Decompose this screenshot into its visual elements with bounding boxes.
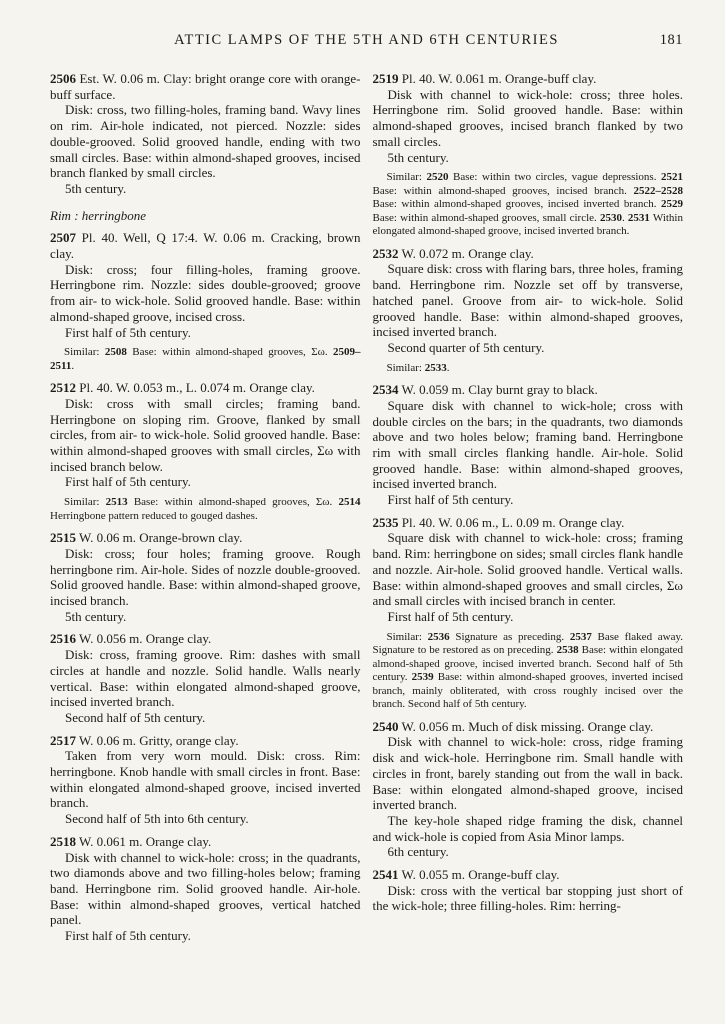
date-line: 5th century. bbox=[387, 149, 449, 165]
catalog-entry-head: 2512 Pl. 40. W. 0.053 m., L. 0.074 m. Orange clay. bbox=[50, 380, 315, 396]
page-number: 181 bbox=[659, 32, 683, 48]
page-title: ATTIC LAMPS OF THE 5TH AND 6TH CENTURIES bbox=[174, 32, 559, 48]
date-line: First half of 5th century. bbox=[65, 324, 191, 340]
catalog-paragraph: Disk with channel to wick-hole: cross, ridge framing disk and wick-hole. Herringbone rim. Small handle with circles in front, barely standing out from the wall in back. Base: within elongated almond-shaped groove, incised inverted branch. bbox=[372, 734, 683, 813]
date-line: First half of 5th century. bbox=[387, 492, 514, 508]
date-line: 5th century. bbox=[65, 608, 127, 624]
catalog-entry-head: 2519 Pl. 40. W. 0.061 m. Orange-buff clay. bbox=[372, 71, 597, 86]
date-line: Second half of 5th into 6th century. bbox=[65, 811, 249, 827]
catalog-paragraph: The key-hole shaped ridge framing the disk, channel and wick-hole is copied from Asia Minor lamps. bbox=[372, 812, 683, 844]
catalog-entry-head: 2534 W. 0.059 m. Clay burnt gray to black. bbox=[372, 382, 598, 398]
date-line: First half of 5th century. bbox=[65, 474, 191, 490]
catalog-paragraph: Disk: cross; four filling-holes, framing groove. Herringbone rim. Nozzle: sides double-grooved; groove from air- to wick-hole. Solid grooved handle. Base: within almond-shaped groove, incised cross. bbox=[50, 261, 361, 324]
catalog-paragraph: Square disk: cross with flaring bars, three holes, framing band. Herringbone rim. Nozzle set off by transverse, hatched panel. Groove from air- to wick-hole. Solid grooved handle. Base: within almond-shaped grooves, incised inverted branch. bbox=[372, 261, 683, 340]
date-line: 5th century. bbox=[65, 180, 127, 196]
catalog-entry-head: 2532 W. 0.072 m. Orange clay. bbox=[372, 245, 534, 261]
catalog-paragraph: Disk with channel to wick-hole: cross; in the quadrants, two diamonds above and two filling-holes below; framing band. Herringbone rim. Solid grooved handle. Air-hole. Base: within almond-shaped grooves, vertical hatched panel. bbox=[50, 849, 361, 928]
similar-note: Similar: 2508 Base: within almond-shaped grooves, Σω. 2509–2511. bbox=[50, 346, 361, 372]
catalog-paragraph: Disk: cross; four holes; framing groove. Rough herringbone rim. Air-hole. Sides of nozzle double-grooved. Solid grooved handle. Base: within almond-shaped groove, incised branch. bbox=[50, 545, 361, 608]
catalog-entry-head: 2516 W. 0.056 m. Orange clay. bbox=[50, 631, 212, 647]
catalog-paragraph: Square disk with channel to wick-hole: cross; framing band. Rim: herringbone on sides; small circles flank handle and nozzle. Air-hole. Solid grooved handle. Vertical walls. Base: within almond-shaped grooves and small circles, Σω and small circles with incised branch in center. bbox=[372, 530, 683, 609]
catalog-entry-head: 2515 W. 0.06 m. Orange-brown clay. bbox=[50, 530, 243, 546]
date-line: Second half of 5th century. bbox=[65, 709, 206, 725]
catalog-paragraph: Disk: cross with the vertical bar stopping just short of the wick-hole; three filling-holes. Rim: herring- bbox=[372, 882, 683, 914]
catalog-paragraph: Taken from very worn mould. Disk: cross. Rim: herringbone. Knob handle with small circles in front. Base: within elongated almond-shaped groove, incised inverted branch. bbox=[50, 748, 361, 811]
catalog-entry-head: 2541 W. 0.055 m. Orange-buff clay. bbox=[372, 867, 560, 883]
date-line: Second quarter of 5th century. bbox=[387, 339, 545, 355]
running-head bbox=[50, 32, 683, 49]
text-columns bbox=[50, 71, 683, 944]
catalog-entry-head: 2535 Pl. 40. W. 0.06 m., L. 0.09 m. Orange clay. bbox=[372, 514, 625, 530]
left-column bbox=[50, 71, 361, 944]
catalog-entry-head: 2507 Pl. 40. Well, Q 17:4. W. 0.06 m. Cracking, brown clay. bbox=[50, 230, 361, 262]
similar-note: Similar: 2536 Signature as preceding. 2537 Base flaked away. Signature to be restored as on preceding. 2538 Base: within elongated almond-shaped groove, incised inverted branch. Second half of 5th century. 2539 Base: within almond-shaped grooves, inverted incised branch, mainly obliterated, with cross roughly incised over the branch. Second half of 5th century. bbox=[372, 630, 684, 711]
date-line: First half of 5th century. bbox=[387, 608, 514, 624]
catalog-paragraph: Square disk with channel to wick-hole; cross with double circles on the bars; in the quadrants, two diamonds above and two holes below; framing band. Herringbone rim with small circles flanking handle. Air-hole. Solid grooved handle. Base: within almond-shaped grooves, incised inverted branch. bbox=[372, 397, 683, 492]
date-line: First half of 5th century. bbox=[65, 928, 191, 944]
right-column bbox=[373, 71, 684, 944]
catalog-paragraph: Disk: cross, framing groove. Rim: dashes with small circles at handle and nozzle. Solid handle. Walls nearly vertical. Base: within elongated almond-shaped groove, incised inverted branch. bbox=[50, 647, 361, 710]
catalog-paragraph: Disk: cross, two filling-holes, framing band. Wavy lines on rim. Air-hole indicated, not pierced. Nozzle: sides double-grooved. Solid grooved handle, ending with two small circles. Base: within almond-shaped grooves, incised branch flanked by small circles. bbox=[50, 102, 361, 181]
catalog-entry-head: 2517 W. 0.06 m. Gritty, orange clay. bbox=[50, 732, 239, 748]
date-line: 6th century. bbox=[387, 844, 449, 860]
similar-note: Similar: 2533. bbox=[386, 361, 450, 374]
similar-note: Similar: 2513 Base: within almond-shaped grooves, Σω. 2514 Herringbone pattern reduced to gouged dashes. bbox=[50, 496, 361, 522]
catalog-entry-head: 2506 Est. W. 0.06 m. Clay: bright orange core with orange-buff surface. bbox=[50, 71, 361, 102]
section-heading: Rim : herringbone bbox=[50, 207, 147, 223]
catalog-entry-head: 2540 W. 0.056 m. Much of disk missing. Orange clay. bbox=[372, 718, 654, 734]
catalog-entry-head: 2518 W. 0.061 m. Orange clay. bbox=[50, 833, 212, 849]
catalog-paragraph: Disk: cross with small circles; framing band. Herringbone on sloping rim. Groove, flanked by small circles, from air- to wick-hole. Solid grooved handle. Base: within almond-shaped grooves with small circles, Σω with incised branch below. bbox=[50, 395, 361, 474]
catalog-paragraph: Disk with channel to wick-hole: cross; three holes. Herringbone rim. Solid grooved handle. Base: within almond-shaped grooves, incised branch flanked by two small circles. bbox=[372, 86, 683, 149]
similar-note: Similar: 2520 Base: within two circles, vague depressions. 2521 Base: within almond-shaped grooves, incised branch. 2522–2528 Base: within almond-shaped grooves, incised inverted branch. 2529 Base: within almond-shaped grooves, small circle. 2530. 2531 Within elongated almond-shaped groove, incised inverted branch. bbox=[372, 171, 683, 238]
